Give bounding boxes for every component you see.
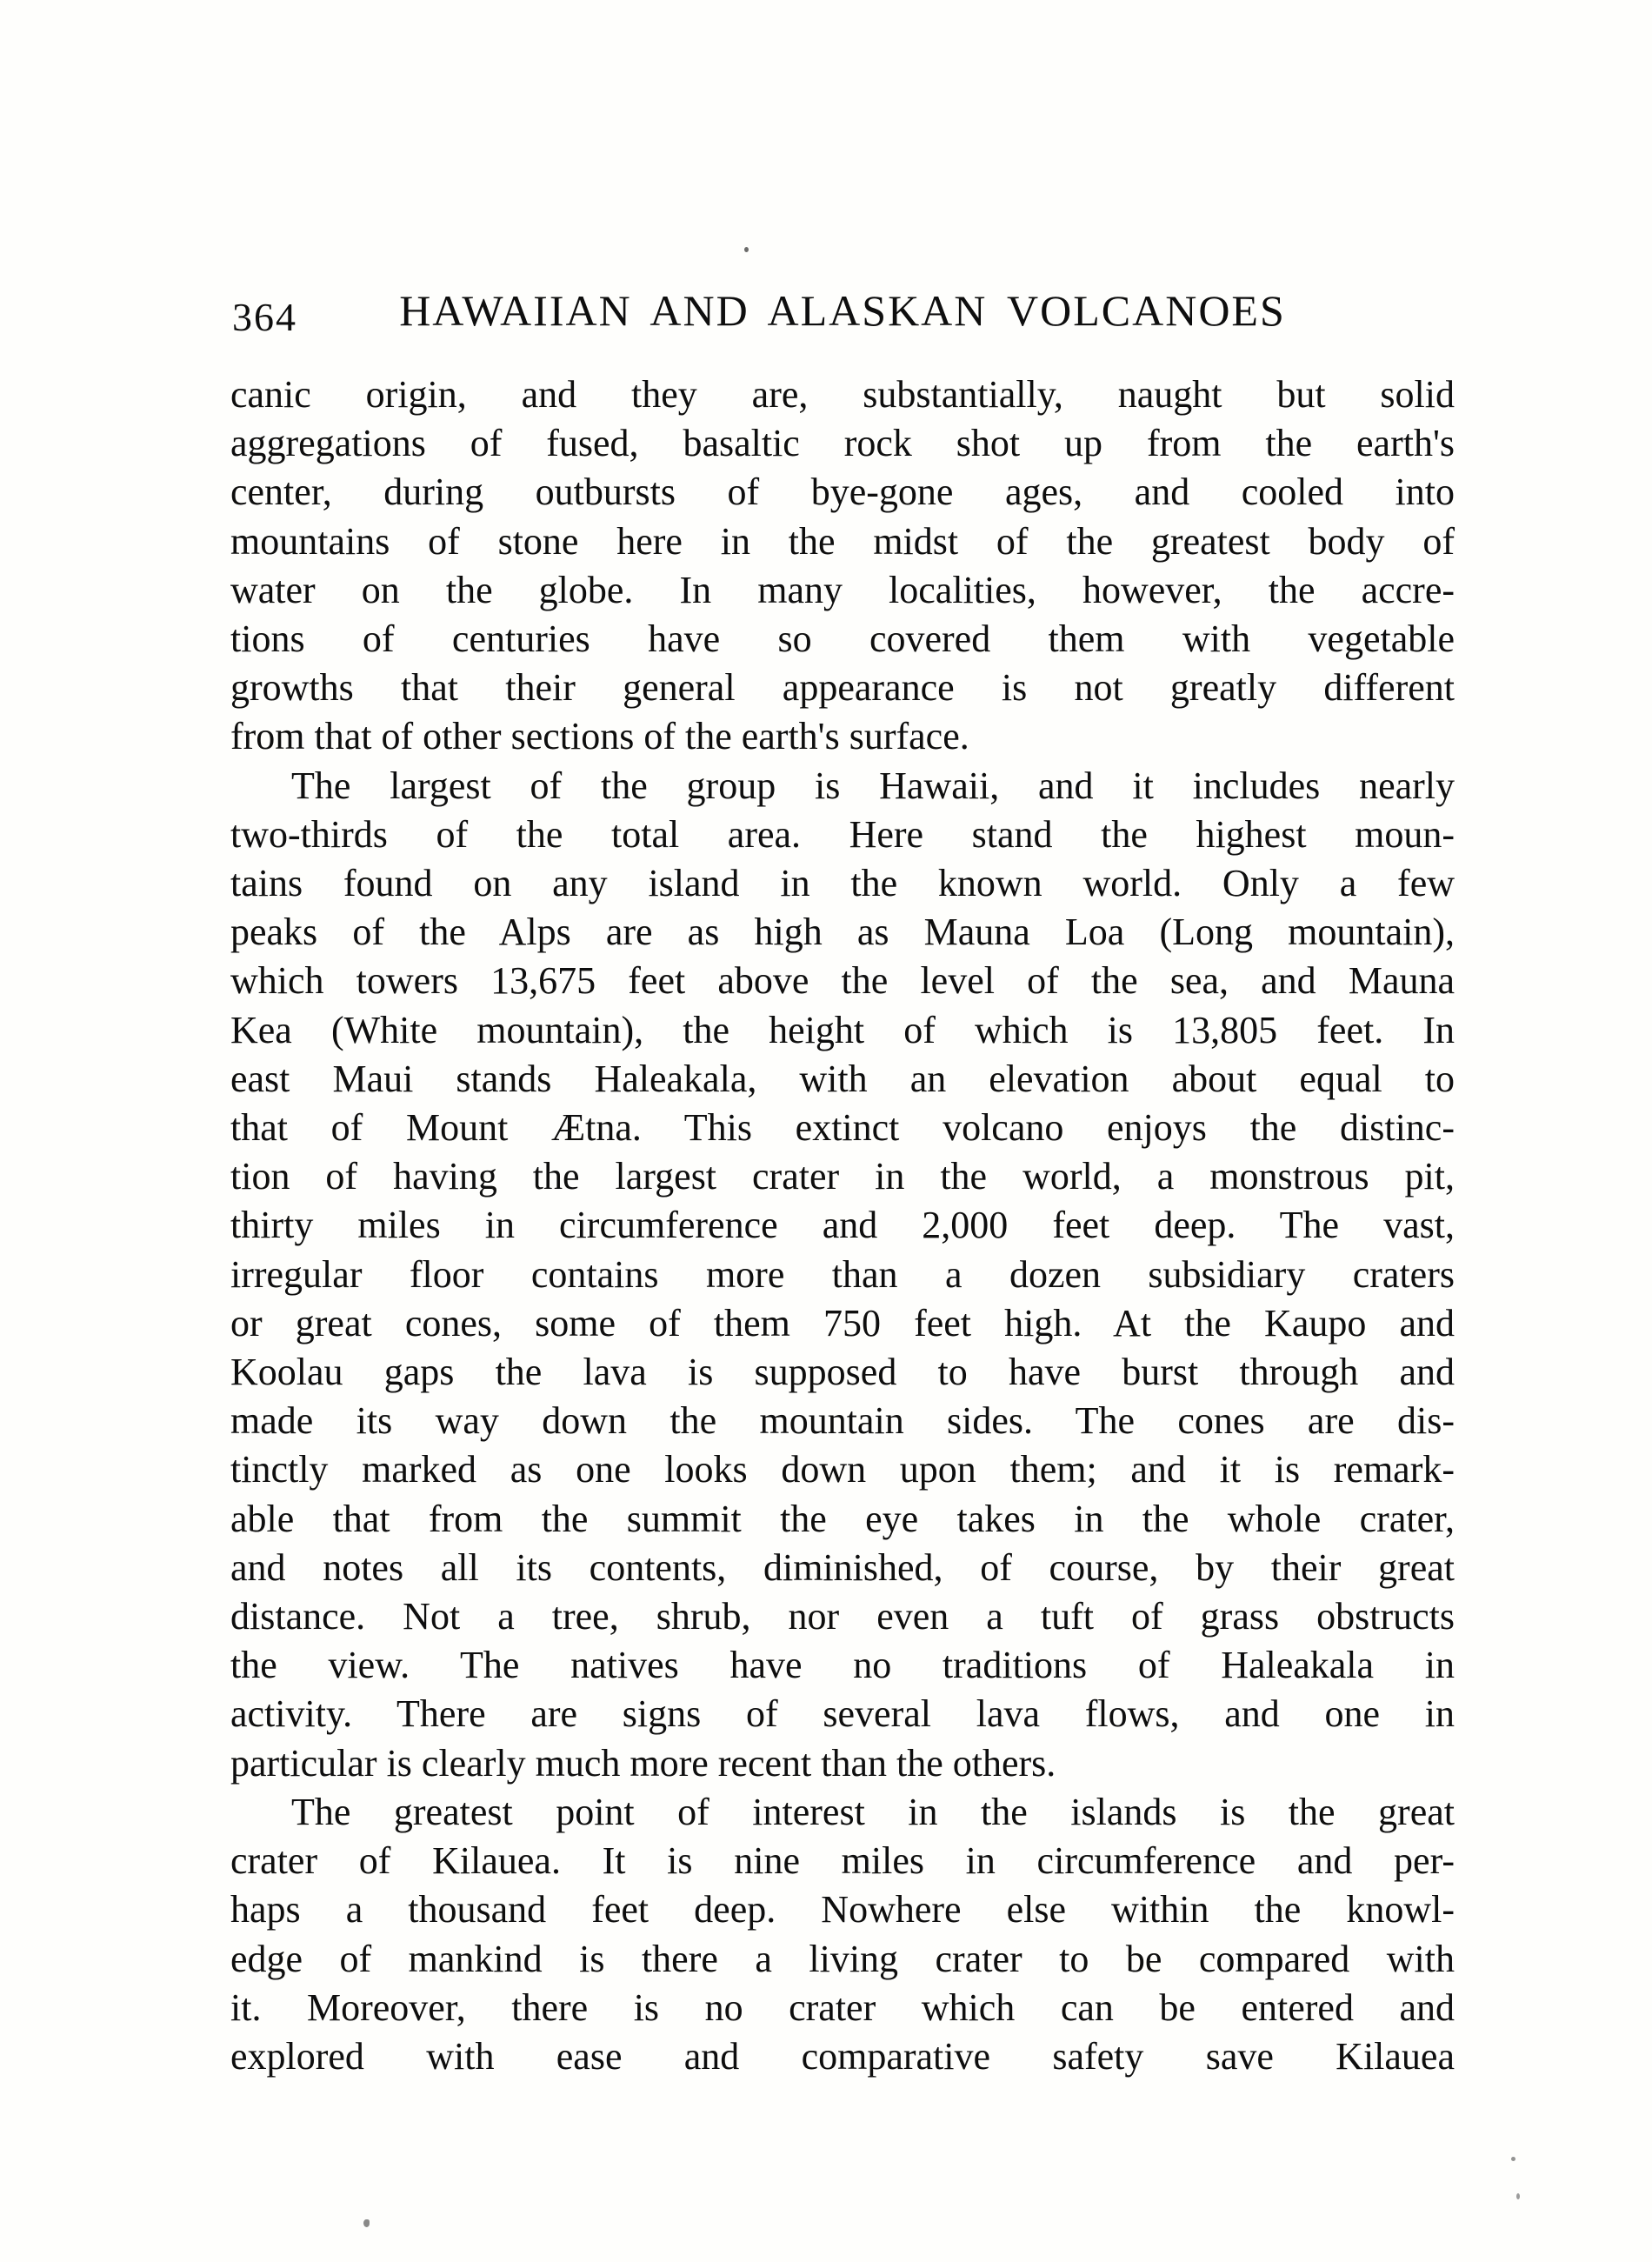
text-line: haps a thousand feet deep. Nowhere else within the knowl- [230, 1888, 1455, 1932]
page-number: 364 [232, 295, 297, 339]
text-line: explored with ease and comparative safety save Kilauea [230, 2034, 1455, 2078]
text-line: from that of other sections of the earth's surface. [230, 715, 969, 758]
scan-speck [744, 247, 749, 252]
text-line: Koolau gaps the lava is supposed to have burst through and [230, 1351, 1455, 1394]
body-text [230, 370, 1455, 2081]
text-line: and notes all its contents, diminished, of course, by their great [230, 1545, 1455, 1589]
text-line: tains found on any island in the known world. Only a few [230, 862, 1455, 905]
text-line: distance. Not a tree, shrub, nor even a tuft of grass obstructs [230, 1595, 1455, 1638]
text-line: center, during outbursts of bye-gone ages, and cooled into [230, 470, 1455, 514]
text-line: irregular floor contains more than a dozen subsidiary craters [230, 1252, 1455, 1296]
text-line: The greatest point of interest in the islands is the great [291, 1790, 1455, 1833]
text-line: Kea (White mountain), the height of which is 13,805 feet. In [230, 1008, 1455, 1051]
text-line: tinctly marked as one looks down upon them; and it is remark- [230, 1448, 1455, 1491]
text-line: two-thirds of the total area. Here stand the highest moun- [230, 812, 1455, 856]
text-line: growths that their general appearance is not greatly different [230, 666, 1455, 710]
scan-speck [363, 2219, 370, 2227]
scan-speck [1516, 2193, 1520, 2199]
text-line: or great cones, some of them 750 feet high. At the Kaupo and [230, 1301, 1455, 1345]
text-line: activity. There are signs of several lava flows, and one in [230, 1692, 1455, 1736]
text-line: tion of having the largest crater in the world, a monstrous pit, [230, 1155, 1455, 1198]
text-line: thirty miles in circumference and 2,000 feet deep. The vast, [230, 1204, 1455, 1247]
text-line: The largest of the group is Hawaii, and it includes nearly [291, 764, 1455, 807]
text-line: peaks of the Alps are as high as Mauna Loa (Long mountain), [230, 911, 1455, 954]
running-title: HAWAIIAN AND ALASKAN VOLCANOES [399, 286, 1286, 335]
text-line: mountains of stone here in the midst of the greatest body of [230, 519, 1455, 563]
text-line: that of Mount Ætna. This extinct volcano enjoys the distinc- [230, 1106, 1455, 1150]
text-line: crater of Kilauea. It is nine miles in circumference and per- [230, 1839, 1455, 1883]
text-line: made its way down the mountain sides. The cones are dis- [230, 1399, 1455, 1443]
text-line: it. Moreover, there is no crater which can be entered and [230, 1985, 1455, 2029]
text-line: canic origin, and they are, substantially, naught but solid [230, 373, 1455, 416]
text-line: east Maui stands Haleakala, with an elevation about equal to [230, 1057, 1455, 1100]
text-line: which towers 13,675 feet above the level of the sea, and Mauna [230, 959, 1455, 1003]
text-line: able that from the summit the eye takes in the whole crater, [230, 1497, 1455, 1540]
text-line: aggregations of fused, basaltic rock shot up from the earth's [230, 422, 1455, 465]
text-line: edge of mankind is there a living crater to be compared with [230, 1937, 1455, 1980]
text-line: tions of centuries have so covered them with vegetable [230, 617, 1455, 661]
scan-speck [1511, 2157, 1515, 2161]
text-line: particular is clearly much more recent than the others. [230, 1741, 1056, 1785]
text-line: water on the globe. In many localities, however, the accre- [230, 568, 1455, 611]
page-header [230, 285, 1455, 339]
text-line: the view. The natives have no traditions of Haleakala in [230, 1644, 1455, 1687]
